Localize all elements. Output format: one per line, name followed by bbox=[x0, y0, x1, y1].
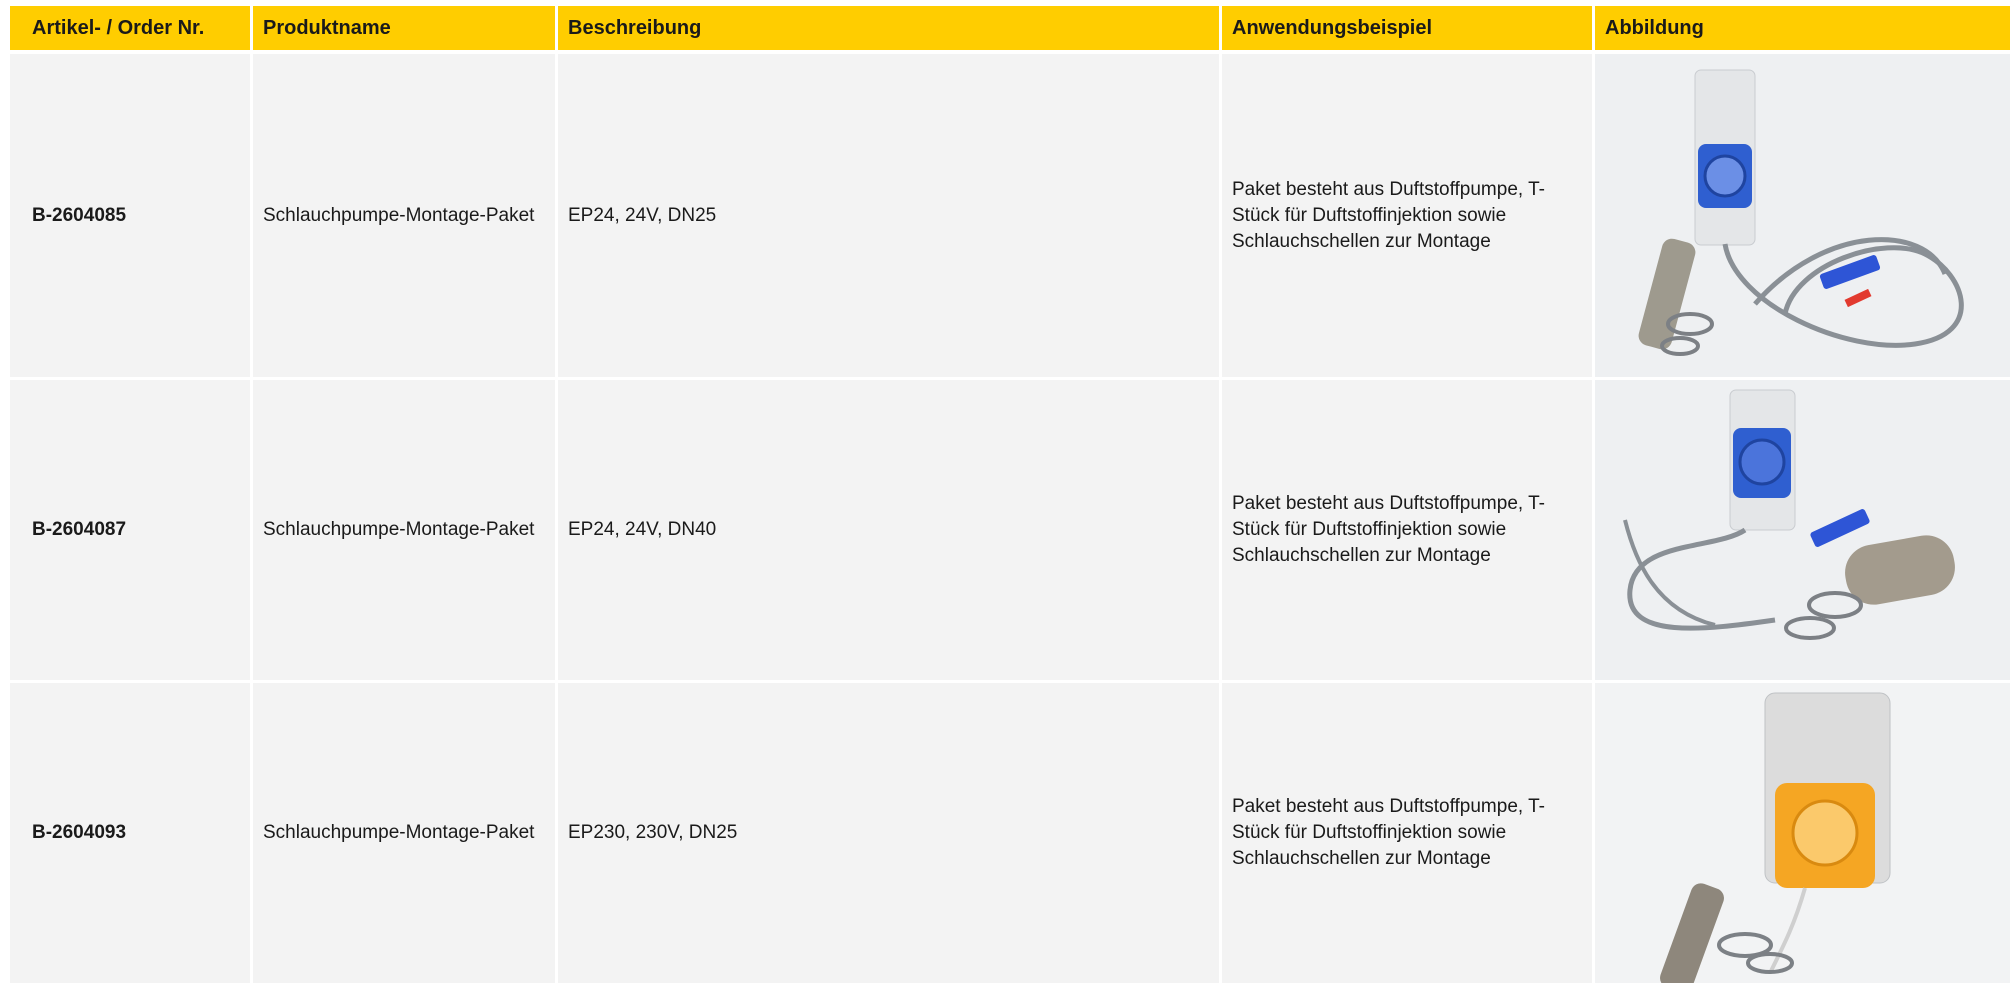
header-article-number: Artikel- / Order Nr. bbox=[10, 6, 250, 50]
header-application-example: Anwendungsbeispiel bbox=[1222, 6, 1592, 50]
table-header-row bbox=[10, 6, 2010, 50]
product-name: Schlauchpumpe-Montage-Paket bbox=[253, 54, 555, 377]
header-description: Beschreibung bbox=[558, 6, 1219, 50]
article-number: B-2604085 bbox=[10, 54, 250, 377]
product-name: Schlauchpumpe-Montage-Paket bbox=[253, 380, 555, 680]
table-row bbox=[10, 380, 2010, 680]
application-example: Paket besteht aus Duftstoffpumpe, T-Stück für Duftstoffinjektion sowie Schlauchschellen zur Montage bbox=[1222, 683, 1592, 983]
product-photo bbox=[1595, 54, 2010, 377]
product-photo bbox=[1595, 380, 2010, 680]
pump-kit-blue-photo-icon bbox=[1595, 54, 2010, 377]
product-name: Schlauchpumpe-Montage-Paket bbox=[253, 683, 555, 983]
article-number: B-2604093 bbox=[10, 683, 250, 983]
description: EP24, 24V, DN40 bbox=[558, 380, 1219, 680]
header-product-name: Produktname bbox=[253, 6, 555, 50]
application-example: Paket besteht aus Duftstoffpumpe, T-Stück für Duftstoffinjektion sowie Schlauchschellen zur Montage bbox=[1222, 54, 1592, 377]
description: EP230, 230V, DN25 bbox=[558, 683, 1219, 983]
article-number: B-2604087 bbox=[10, 380, 250, 680]
product-photo bbox=[1595, 683, 2010, 983]
description: EP24, 24V, DN25 bbox=[558, 54, 1219, 377]
pump-kit-blue-photo-icon bbox=[1595, 380, 2010, 680]
table-row bbox=[10, 683, 2010, 983]
header-image: Abbildung bbox=[1595, 6, 2010, 50]
application-example: Paket besteht aus Duftstoffpumpe, T-Stück für Duftstoffinjektion sowie Schlauchschellen zur Montage bbox=[1222, 380, 1592, 680]
pump-kit-orange-photo-icon bbox=[1595, 683, 2010, 983]
table-row bbox=[10, 54, 2010, 377]
product-table bbox=[10, 6, 2010, 983]
